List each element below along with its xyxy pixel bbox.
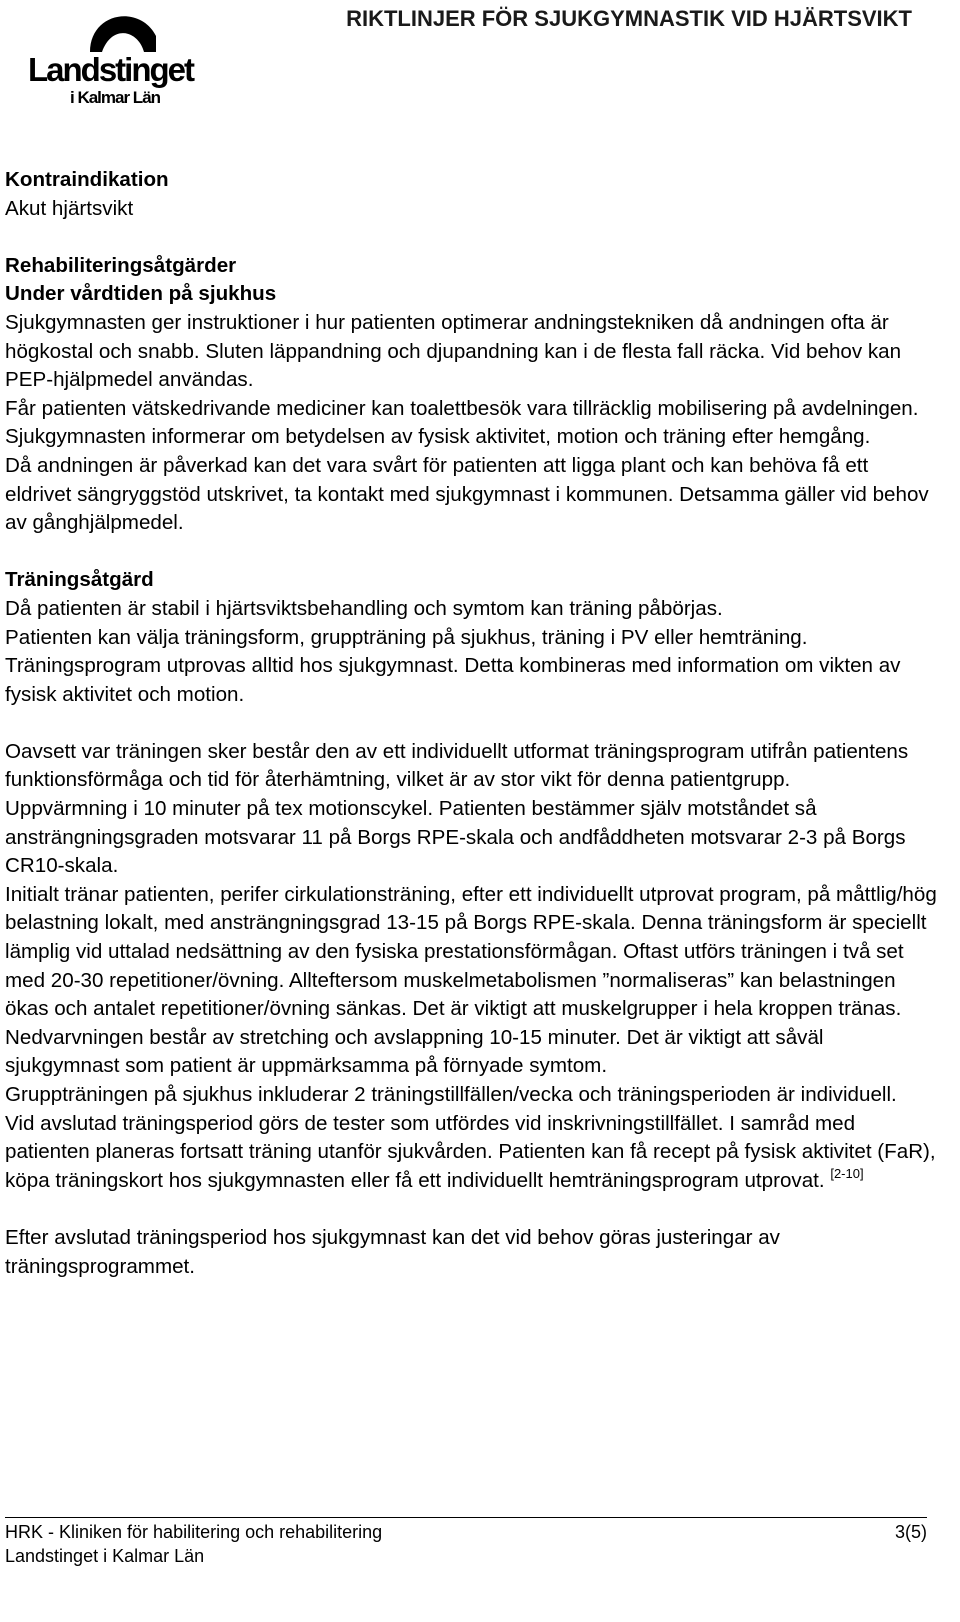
logo-subtitle: i Kalmar Län [70,88,161,107]
paragraph: Då andningen är påverkad kan det vara svårt för patienten att ligga plant och kan behöva få ett eldrivet sängryggstöd utskrivet, ta kontakt med sjukgymnast i kommunen. Detsamma gäller vid behov av gånghjälpmedel. [5,453,929,535]
footer-county: Landstinget i Kalmar Län [5,1546,205,1566]
page-footer [5,1517,927,1577]
page-number: 3(5) [894,1522,927,1542]
paragraph: Uppvärmning i 10 minuter på tex motionscykel. Patienten bestämmer själv motståndet så ansträngningsgraden motsvarar 11 på Borgs RPE-skala och andfåddheten motsvarar 2-3 på Borgs CR10-skala. [5,797,906,878]
landstinget-logo [28,6,228,110]
paragraph-text: Vid avslutad träningsperiod görs de tester som utfördes vid inskrivningstillfället. I samråd med patienten planeras fortsatt träning utanför sjukvården. Patienten kan få recept på fysisk aktivitet (FaR), köpa träningskort hos sjukgymnasten eller få ett individuellt hemträningsprogram utprovat. [5,1111,936,1192]
paragraph: Initialt tränar patienten, perifer cirkulationsträning, efter ett individuellt utprovat program, på måttlig/hög belastning lokalt, med ansträngningsgrad 13-15 på Borgs RPE-skala. Denna träningsform är speciellt lämplig vid uttalad nedsättning av den fysiska prestationsförmågan. Oftast utförs träningen i två set med 20-30 repetitioner/övning. Allteftersom muskelmetabolismen ”normaliseras” kan belastningen ökas och antalet repetitioner/övning sänkas. Det är viktigt att muskelgrupper i hela kroppen tränas. [5,882,937,1021]
logo-wordmark: Landstinget [28,51,193,88]
document-body [5,166,940,1281]
paragraph: Då patienten är stabil i hjärtsviktsbehandling och symtom kan träning påbörjas. [5,596,723,620]
footer-clinic: HRK - Kliniken för habilitering och rehabilitering [5,1522,383,1542]
reference-marker: [2-10] [830,1165,864,1181]
paragraph: Nedvarvningen består av stretching och avslappning 10-15 minuter. Det är viktigt att såväl sjukgymnast som patient är uppmärksamma på förnyade symtom. [5,1025,824,1078]
paragraph: Sjukgymnasten ger instruktioner i hur patienten optimerar andningstekniken då andningen ofta är högkostal och snabb. Sluten läppandning och djupandning kan i de flesta fall räcka. Vid behov kan PEP-hjälpmedel användas. [5,310,902,392]
document-title: RIKTLINJER FÖR SJUKGYMNASTIK VID HJÄRTSVIKT [346,6,912,31]
paragraph: Oavsett var träningen sker består den av ett individuellt utformat träningsprogram utifrån patientens funktionsförmåga och tid för återhämtning, vilket är av stor vikt för denna patientgrupp. [5,739,909,792]
heading-kontraindikation: Kontraindikation [5,168,169,191]
paragraph: Akut hjärtsvikt [5,196,134,220]
footer-divider [5,1517,927,1518]
paragraph: Gruppträningen på sjukhus inkluderar 2 träningstillfällen/vecka och träningsperioden är individuell. [5,1083,897,1106]
paragraph: Patienten kan välja träningsform, gruppträning på sjukhus, träning i PV eller hemträning. Träningsprogram utprovas alltid hos sjukgymnast. Detta kombineras med information om vikten av fysisk aktivitet och motion. [5,625,901,706]
footer-org [5,1520,382,1568]
paragraph: Får patienten vätskedrivande mediciner kan toalettbesök vara tillräcklig mobilisering på avdelningen. Sjukgymnasten informerar om betydelsen av fysisk aktivitet, motion och träning efter hemgång. [5,396,919,449]
subheading-vardtiden: Under vårdtiden på sjukhus [5,282,277,306]
paragraph-with-reference [5,1110,940,1196]
heading-rehabilitering: Rehabiliteringsåtgärder [5,253,237,277]
heading-traningsatgard: Träningsåtgärd [5,568,154,592]
paragraph: Efter avslutad träningsperiod hos sjukgymnast kan det vid behov göras justeringar av träningsprogrammet. [5,1225,780,1278]
